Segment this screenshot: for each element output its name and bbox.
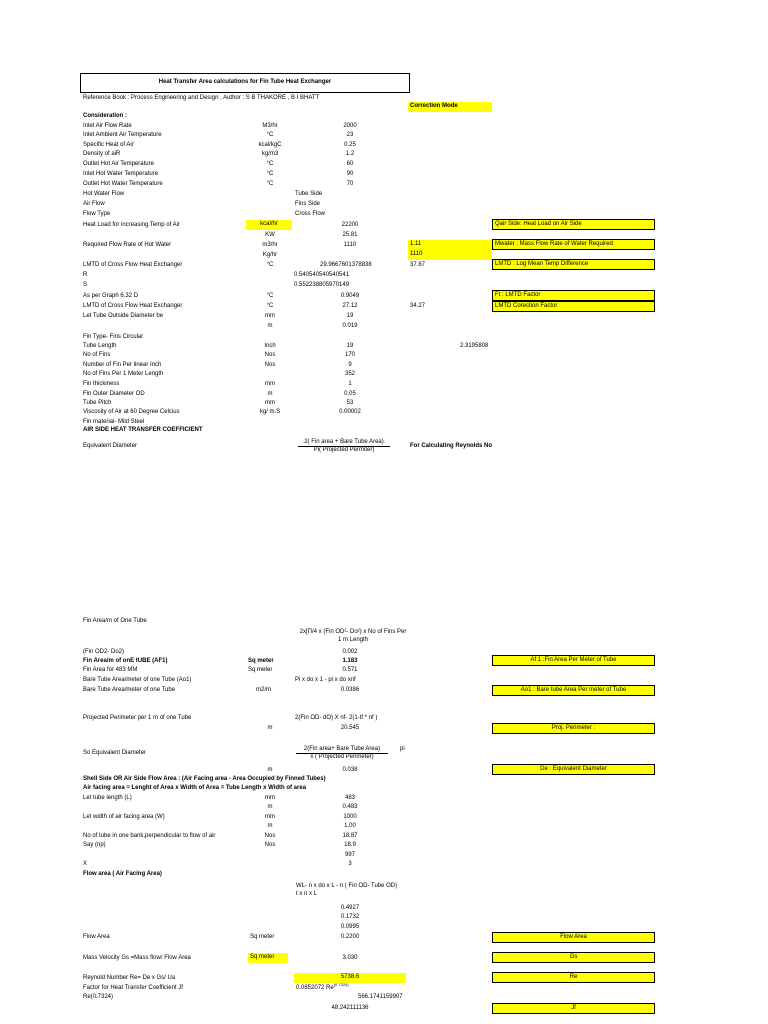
row-label: Fin Area for 483 MM — [83, 667, 138, 673]
row-value: 0.0386 — [340, 687, 360, 693]
row-label: No of tube in one bank,perpendicular to flow of air — [83, 833, 216, 839]
correction-mode-label: Correction Mode — [408, 102, 492, 112]
row-unit: m — [267, 391, 273, 397]
note-highlight: Flow Area — [492, 932, 655, 943]
row-unit: Sq meter — [248, 667, 273, 673]
row-unit: °C — [266, 132, 274, 138]
row-value: 22200 — [341, 222, 359, 228]
row-value: 0.038 — [342, 767, 358, 773]
formula-pi: pi — [400, 746, 405, 752]
row-label: X — [83, 861, 88, 867]
row-label: (Fin OD2- Do2) — [83, 649, 125, 655]
formula-numerator: 2( Fin area + Bare Tube Area) — [298, 438, 390, 447]
row-value: 0.571 — [342, 667, 358, 673]
note-highlight: LMTD Corection Factor — [492, 301, 655, 312]
row-label: Outlet Hot Air Temperature — [83, 161, 154, 167]
row-value: 53 — [346, 400, 354, 406]
row-label: Required Flow Rate of Hot Water — [83, 242, 172, 248]
corr-highlight: 1.11 — [408, 240, 492, 250]
row-unit: M3/hr — [262, 123, 278, 129]
row-label: Let Tube Outside Diameter be — [83, 313, 164, 319]
formula-numerator: 2(Fin area+ Bare Tube Area) — [296, 745, 388, 754]
row-value: 0.1732 — [340, 914, 360, 920]
row-value: 0.00002 — [339, 409, 361, 415]
row-label: Heat Load for increasing Temp of Air — [83, 222, 180, 228]
row-label: Fin Area/m of One Tube — [83, 618, 147, 624]
row-label: Re(0.7324) — [83, 994, 114, 1000]
row-label: Outlet Hot Water Temperature — [83, 181, 163, 187]
row-unit: kcal/kgC — [258, 142, 282, 148]
row-unit: Nos — [264, 842, 276, 848]
note-highlight: LMTD : Log Mean Temp Difference — [492, 259, 655, 270]
row-label: Inlet Hot Water Temperature — [83, 171, 159, 177]
row-value: 566.1741159907 — [358, 994, 403, 1000]
row-value: 1.00 — [344, 823, 356, 829]
row-label: R — [83, 272, 88, 278]
section-heading: Air facing area = Lenght of Area x Width of Area = Tube Length x Width of area — [83, 785, 307, 791]
row-value: 0.25 — [344, 142, 356, 148]
note-highlight: Ao1 : Bare tube Area Per meter of Tube — [492, 685, 655, 696]
row-value: 170 — [344, 352, 355, 358]
row-unit: m — [267, 767, 273, 773]
row-label: Viscosity of Air at 60 Degree Celcius — [83, 409, 180, 415]
row-value: 1110 — [343, 242, 357, 248]
row-unit: mm — [265, 313, 275, 319]
row-value: 2000 — [343, 123, 357, 129]
row-unit: °C — [266, 293, 274, 299]
row-label: Fin Type- Fins Circular — [83, 334, 144, 340]
note-highlight: Gs — [492, 952, 655, 963]
row-unit: °C — [266, 303, 274, 309]
row-unit: Sq meter — [248, 658, 274, 664]
row-unit: kg/m3 — [261, 151, 279, 157]
row-unit: m — [267, 823, 273, 829]
row-unit: Nos — [264, 833, 276, 839]
row-label: Specific Heat of Air — [83, 142, 134, 148]
row-unit: Nos — [264, 352, 276, 358]
row-value: 0.002 — [342, 649, 358, 655]
row-label: Reynold Number Re= De x Gs/ Ua — [83, 975, 176, 981]
section-heading: Shell Side OR Air Side Flow Area : (Air Facing area - Area Occupied by Finned Tubes) — [83, 776, 326, 782]
row-unit: m — [267, 323, 273, 329]
row-value: 70 — [346, 181, 354, 187]
row-label: Let width of air facing area (W) — [83, 814, 165, 820]
reference-text: Reference Book : Process Engineering and Design , Author : S B THAKORE , B I BHATT — [83, 95, 320, 101]
note-highlight: Proj. Perimeter : — [492, 723, 655, 734]
row-unit-highlight: kcal/hr — [246, 220, 292, 230]
corr-highlight: 1110 — [408, 250, 492, 260]
row-unit: m2/m — [256, 687, 271, 693]
jf-exponent: (0.7324) — [333, 982, 349, 987]
row-unit: °C — [266, 181, 274, 187]
row-label: Say (np) — [83, 842, 106, 848]
row-value: Cross Flow — [295, 211, 326, 217]
row-label: Tube Pitch — [83, 400, 112, 406]
row-unit: Kg/hr — [262, 252, 278, 258]
row-label: Fin Outer Diameter OD — [83, 391, 145, 397]
row-value: 90 — [346, 171, 354, 177]
row-value: 0.9049 — [340, 293, 360, 299]
row-unit-highlight: Sq meter — [248, 953, 288, 963]
row-unit: mm — [265, 795, 275, 801]
row-value: 3 — [348, 861, 352, 867]
row-value: 9 — [348, 362, 352, 368]
row-unit: Inch — [264, 343, 276, 349]
formula-text: Pi x do x 1 - pi x do xnf — [295, 677, 356, 683]
row-label: Inlet Ambient Air Temperature — [83, 132, 162, 138]
row-unit: Nos — [264, 362, 276, 368]
note-highlight: De : Equivalent Diameter — [492, 764, 655, 775]
row-value: 23 — [346, 132, 354, 138]
row-value: 0.05 — [344, 391, 356, 397]
row-unit: mm — [265, 814, 275, 820]
note-highlight: Re — [492, 972, 655, 983]
row-label: Factor for Heat Transfer Coefficient Jf — [83, 985, 183, 991]
row-value: 19 — [346, 313, 354, 319]
row-value: 29.9667601378838 — [320, 262, 372, 268]
row-value: Fins Side — [295, 201, 321, 207]
row-value: 1 — [348, 381, 352, 387]
row-extra: 2.3195808 — [460, 343, 489, 349]
row-value: 1000 — [343, 814, 357, 820]
row-value-highlight: 5738.6 — [294, 973, 406, 983]
row-value: 60 — [346, 161, 354, 167]
row-value: 19 — [346, 343, 354, 349]
row-value: 18.87 — [342, 833, 358, 839]
row-label: Let tube length (L) — [83, 795, 132, 801]
row-value: 18.9 — [344, 842, 356, 848]
row-label: S — [83, 282, 88, 288]
consideration-heading: Consideration : — [83, 113, 128, 119]
note-highlight: Qair Side: Heat Load on Air Side — [492, 219, 655, 230]
row-label: LMTD of Cross Flow Heat Exchanger — [83, 303, 183, 309]
row-value: 0.483 — [342, 804, 358, 810]
page-title: Heat Transfer Area calculations for Fin Tube Heat Exchanger — [80, 73, 410, 93]
row-label: Tube Length — [83, 343, 117, 349]
row-unit: mm — [265, 381, 275, 387]
row-unit: m — [267, 725, 273, 731]
row-label: No of Fins — [83, 352, 111, 358]
formula-text: t x n x L — [296, 891, 318, 897]
row-unit: Sq meter — [250, 934, 275, 940]
row-label: Bare Tube Area/meter of one Tube — [83, 687, 176, 693]
note-highlight: Mwater : Mass Flow Rate of Water Required — [492, 239, 655, 250]
row-unit: m3/hr — [262, 242, 278, 248]
row-unit: °C — [266, 161, 274, 167]
formula-text: 1 m Length — [337, 637, 369, 643]
row-value: 0.2200 — [340, 934, 360, 940]
row-label: Inlet Air Flow Rate — [83, 123, 132, 129]
row-unit: kg/ m.S — [259, 409, 281, 415]
formula-denominator: Pi( Projected Permiter) — [313, 447, 375, 453]
row-label: Density of aiR — [83, 151, 121, 157]
row-value: 1.183 — [342, 658, 358, 664]
note-highlight: Af 1 :Fin Area Per Meter of Tube — [492, 655, 655, 666]
formula-text: 2x[Π/4 x (Fin OD²- Do²) x No of Fins Per — [299, 629, 407, 635]
row-value: 0.540540540540541 — [294, 272, 350, 278]
row-unit: °C — [266, 262, 274, 268]
row-label: Flow Type — [83, 211, 111, 217]
section-heading: AIR SIDE HEAT TRANSFER COEFFICIENT — [83, 427, 203, 433]
formula-denominator: x ( Projected Perimeter) — [310, 754, 374, 760]
row-unit: m — [267, 804, 273, 810]
row-value: 0.552238805970149 — [294, 282, 350, 288]
row-unit: mm — [265, 400, 275, 406]
row-label: LMTD of Cross Flow Heat Exchanger — [83, 262, 183, 268]
row-label: Air Flow — [83, 201, 105, 207]
row-value: 0.019 — [342, 323, 358, 329]
row-label: Equivalent Diameter — [83, 443, 138, 449]
formula-note: For Calculating Reynolds No — [410, 443, 493, 449]
row-value: 352 — [344, 371, 355, 377]
row-label: Bare Tube Area/meter of one Tube (Ao1) — [83, 677, 192, 683]
row-value: 3.030 — [342, 955, 358, 961]
row-value: 20.545 — [340, 725, 360, 731]
row-label: Projected Perimeter per 1 m of one Tube — [83, 715, 192, 721]
jf-formula: 0.0852072 Re — [296, 985, 334, 991]
row-value: 483 — [344, 795, 355, 801]
row-value: Tube Side — [295, 191, 323, 197]
corr-value: 37.87 — [410, 262, 426, 268]
row-value: 0.0995 — [340, 924, 360, 930]
note-highlight: Ft : LMTD Factor — [492, 290, 655, 301]
row-label: So Equivalent Diameter — [83, 750, 147, 756]
row-label: Fin Area/m of onE tUBE (AF1) — [83, 658, 168, 664]
row-unit: °C — [266, 171, 274, 177]
row-label: Mass Velocity Gs =Mass flow/ Flow Area — [83, 955, 191, 961]
row-unit: KW — [265, 232, 275, 238]
note-highlight: Jf — [492, 1003, 655, 1014]
row-label: Fin material- Mild Steel — [83, 419, 145, 425]
row-label: Hot Water Flow — [83, 191, 125, 197]
row-value: 48.242111136 — [331, 1005, 369, 1011]
formula-text: 2(Fin OD- dO) X nf- 2(1-tf * nf ) — [295, 715, 378, 721]
row-value: 25.81 — [342, 232, 358, 238]
row-label: No of Fins Per 1 Meter Length — [83, 371, 164, 377]
row-label: Flow Area — [83, 934, 110, 940]
row-label: Fin thickiness — [83, 381, 120, 387]
formula-text: WL- n x do x L - n ( Fin OD- Tube OD) — [296, 883, 398, 889]
section-heading: Flow area ( Air Facing Area) — [83, 871, 162, 877]
row-label: Number of Fin Per linear Inch — [83, 362, 162, 368]
row-value: 0.4927 — [340, 905, 360, 911]
formula-text — [296, 984, 349, 992]
row-value: 1.2 — [345, 151, 355, 157]
corr-value: 34.27 — [410, 303, 426, 309]
row-label: As per Graph 6.32 D — [83, 293, 139, 299]
row-value: 997 — [344, 852, 355, 858]
row-value: 27.12 — [342, 303, 358, 309]
